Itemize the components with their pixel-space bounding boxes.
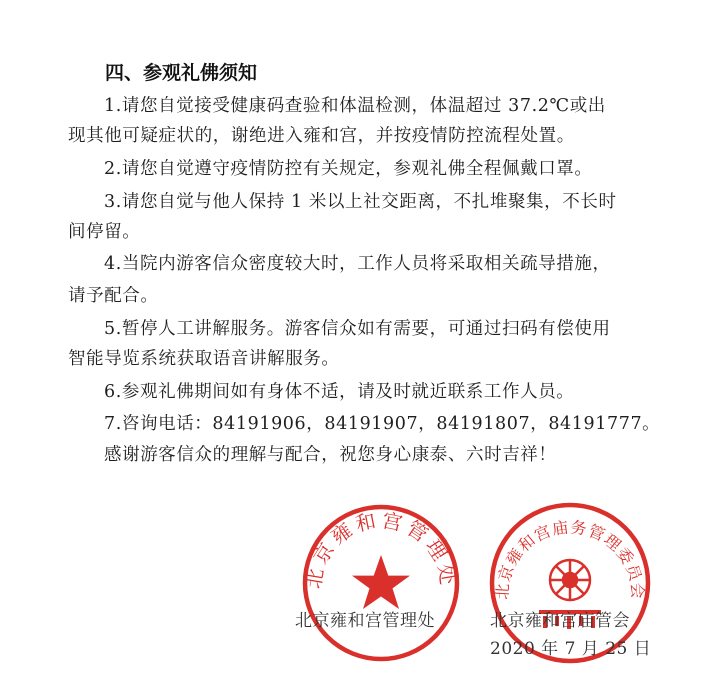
signature-date: 2020 年 7 月 25 日 [490,639,652,659]
notice-line: 现其他可疑症状的，谢绝进入雍和宫，并按疫情防控流程处置。 [68,126,575,146]
notice-line: 1.请您自觉接受健康码查验和体温检测，体温超过 37.2℃或出 [104,96,606,116]
dharma-wheel-icon [550,560,590,600]
section-heading: 四、参观礼佛须知 [105,62,258,84]
thanks-line: 感谢游客信众的理解与配合，祝您身心康泰、六时吉祥！ [104,445,557,465]
star-icon [352,555,410,609]
notice-line: 4.当院内游客信众密度较大时，工作人员将采取相关疏导措施， [104,254,611,274]
contact-phone-line: 7.咨询电话：84191906，84191907，84191807，84191777。 [104,414,661,434]
notice-line: 3.请您自觉与他人保持 1 米以上社交距离，不扎堆聚集，不长时 [104,192,617,212]
official-seal-star [301,503,461,663]
notice-line: 2.请您自觉遵守疫情防控有关规定，参观礼佛全程佩戴口罩。 [104,159,593,179]
signature-org-2: 北京雍和宫庙管会 [490,611,630,631]
seal2-text: 北京雍和宫庙务管理委员会 [492,517,648,601]
seal1-text: 北京雍和宫管理处 [301,507,461,591]
notice-line: 5.暂停人工讲解服务。游客信众如有需要，可通过扫码有偿使用 [104,319,611,339]
notice-line: 间停留。 [68,222,141,242]
notice-line: 6.参观礼佛期间如有身体不适，请及时就近联系工作人员。 [104,382,575,402]
notice-line: 请予配合。 [68,286,159,306]
signature-org-1: 北京雍和宫管理处 [295,611,435,631]
notice-line: 智能导览系统获取语音讲解服务。 [68,349,340,369]
